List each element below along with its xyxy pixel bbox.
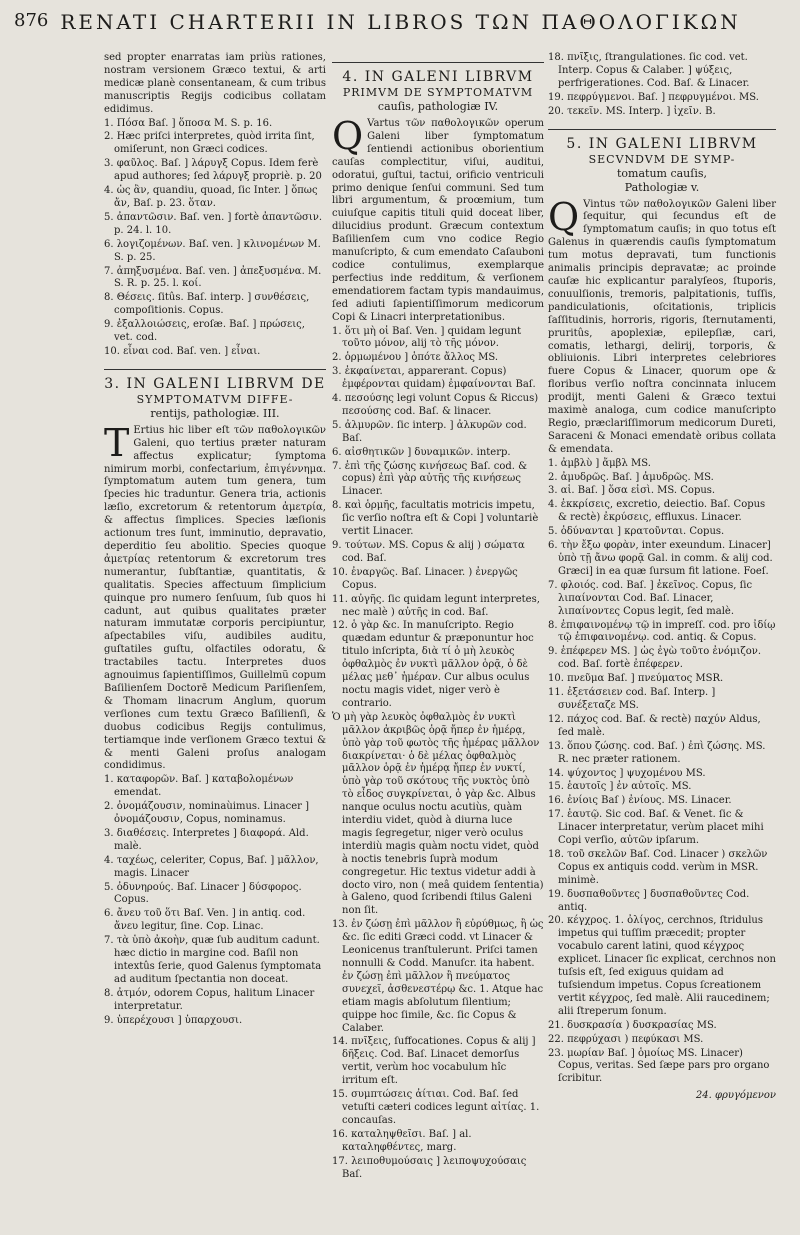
heading-line: 5. IN GALENI LIBRVM [566,135,758,152]
note-item: 17. ἑαυτῷ. Sic cod. Baſ. & Venet. ſic & Linacer interpretatur, verùm placet mihi Copi verſio, αὐτῶν ipſarum. [548,809,764,847]
note-item: 4. ὡς ἂν, quandiu, quoad, ſic Inter. ] ὅπως ἄν, Baſ. p. 23. ὅταν. [104,185,318,209]
note-item: 20. τεκεῖν. MS. Interp. ] ἰχεῖν. B. [548,105,716,117]
note-item: 7. τὰ ὑπὸ ἀκοὴν, quæ ſub auditum cadunt. hæc dictio in margine cod. Baſil non intextûs ſerie, quod Galenus ſymptomata ad auditum ſpectantia non doceat. [104,935,322,985]
note-item: 9. ἐξαλλοιώσεις, eroſæ. Baſ. ] πρώσεις, vet. cod. [104,319,305,344]
note-item: 8. καὶ ὁρμῆς, facultatis motricis impetu, ſic verſio noſtra eſt & Copi ] voluntariè vertit Linacer. [332,500,539,538]
note-item: 14. πνῖξεις, ſuffocationes. Copus & alij ] δῆξεις. Cod. Baſ. Linacet demorſus vertit, verùm hoc vocabulum hîc irritum eſt. [332,1036,536,1087]
page-number: 876 [14,10,49,31]
note-item: 15. ἑαυτοῖς ] ἐν αὐτοῖς. MS. [548,781,692,793]
note-item: 19. δυσπαθοῦντες ] δυσπαθοῦντες Cod. antiq. [548,888,750,913]
drop-cap: Q [548,194,580,239]
note-item: 5. ὁδύνανται ] κρατοῦνται. Copus. [548,526,725,538]
note-item: 1. Πόσα Baſ. ] ὅποσα M. S. p. 16. [104,117,273,129]
note-item: 1. ἀμβλὺ ] ἄμβλ MS. [548,457,651,469]
note-item: 5. ἀλμυρῶν. ſic interp. ] ἀλκυρῶν cod. Baſ. [332,419,527,444]
note-item: 4. ταχέως, celeriter, Copus, Baſ. ] μᾶλλον, magis. Linacer [104,854,319,879]
section-3-text: Ertius hic liber eſt τῶν παθολογικῶν Galeni, quo tertius præter naturam affectus explicatur; ſymptoma nimirum morbi, confectarium, ἐπιγέννημα. ſymptomatum autem tum genera, tum ſpecies hic traduntur. Genera tria, actionis læſio, excretorum & retentorum ἀμετρία, & affectus ſimplices. Species læſionis actionum tres ſunt, imminutio, depravatio, deperditio ſeu abolitio. Species quoque ἀμετρίας retentorum & excretorum tres numerantur, ſubſtantiæ, quantitatis, & qualitatis. Species affectuum ſimplicium quinque pro numero ſenſuum, ſub quos hi cadunt, aut quibus qualitates præter naturam immutatæ corporis percipiuntur, aſpectabiles viſu, audibiles auditu, guſtatiles guſtu, olfactiles odoratu, & tractabiles tactu. Interpretes duos agnouimus ſapientiſſimos, Guillelmũ copum Baſilienſem Doctorē Medicum Pariſienſem, & Thomam linacrum Anglum, quorum verſiones cum textu Græco Baſilienſi, & duobus codicibus Regijs contulimus, tertiamque inde verſionem Græco textui & & menti Galeni proſus analogam condidimus. [104,424,326,772]
note-item: 13. ἐν ζώσῃ ἐπὶ μᾶλλον ἢ εὐρύθμως, ἢ ὡς &c. ſic editi Græci codd. vt Linacer & Leonicenus tranſtulerunt. Priſci tamen nonnulli & Codd. Manuſcr. ita habent. ἐν ζώσῃ ἐπὶ μᾶλλον ἢ πνεύματος συνεχεῖ, ἀσθενεστέρῳ &c. 1. Atque hac etiam magis abſolutum ſilentium; quippe hoc ſimile, &c. ſic Copus & Calaber. [332,919,544,1034]
section-divider [332,62,544,63]
note-item: 13. ὅπου ζώσης. cod. Baſ. ) ἐπὶ ζώσης. MS. R. nec præter rationem. [548,740,766,765]
note-item: 19. πεφρύγμενοι. Baſ. ] πεφρυγμένοι. MS. [548,91,759,103]
section-3-paragraph [104,420,326,773]
heading-line: SYMPTOMATVM DIFFE- [136,392,294,406]
section-4-heading [332,69,544,114]
note-item: 21. δυσκρασία ) δυσκρασίας MS. [548,1019,717,1031]
note-item: 12. πάχος cod. Baſ. & rectè) παχύν Aldus, ſed malè. [548,713,761,738]
note-item: 16. ἐνίοις Baſ ) ἐνίους. MS. Linacer. [548,795,732,807]
note-item: 9. ὑπερέχουσι ] ὑπαρχουσι. [104,1014,243,1026]
note-item: 6. λογιζομένων. Baſ. ven. ] κλινομένων M. S. p. 25. [104,238,321,263]
middle-column [332,52,544,1182]
heading-line: 3. IN GALENI LIBRVM DE [104,375,326,392]
note-item: 12. ὁ γὰρ &c. In manuſcripto. Regio quædam eduntur & præponuntur hoc titulo inſcripta, διὰ τί ὁ μὴ λευκὸς ὀφθαλμὸς ἐν νυκτὶ μᾶλλον ὁρᾷ, ὁ δὲ μέλας μεθ᾽ ἡμέραν. Cur albus oculus noctu magis videt, niger verò è contrario. [332,620,534,709]
note-item: 3. αἱ. Baſ. ] ὅσα εἰσὶ. MS. Copus. [548,485,716,497]
note-item: 18. πνῖξις, ſtrangulationes. ſic cod. vet. Interp. Copus & Calaber. ] ψύξεις, perfrigerationes. Cod. Baſ. & Linacer. [548,52,750,89]
notes-list-section5 [548,458,776,1087]
note-item: 6. τὴν ἔξω φορὰν, inter exeundum. Linacer] ὑπὸ τῇ ἄνω φορᾷ Gal. in comm. & alij cod. Græci] in ea quæ ſursum fit latione. Foeſ. [548,540,773,577]
note-item: 16. καταληψθεῖσι. Baſ. ] al. καταληφθέντες, marg. [332,1128,472,1153]
note-item: 3. ἐκφαίνεται, apparerant. Copus) ἐμφέρονται quidam) ἐμφαίνονται Baſ. [332,366,536,391]
note-item: 10. εἶναι cod. Baſ. ven. ] εἶναι. [104,345,261,357]
note-item: 3. φαῦλος. Baſ. ] λάρυγξ Copus. Idem ferè apud authores; ſed λάρυγξ propriè. p. 20 [104,158,322,183]
note-item: 5. ὀδυνηρούς. Baſ. Linacer ] δύσφορος. Copus. [104,881,302,906]
note-item: 4. ἐκκρίσεις, excretio, deiectio. Baſ. Copus & rectè) ἐκρύσεις, effluxus. Linacer. [548,499,766,524]
heading-line: cauſis, pathologiæ IV. [377,100,499,113]
note-item: 7. ἀπηξυσμένα. Baſ. ven. ] ἀπεξυσμένα. M. S. R. p. 25. l. κοί. [104,265,322,290]
note-item: 4. πεσούσης legi volunt Copus & Riccus) πεσούσης cod. Baſ. & linacer. [332,393,539,417]
section-5-heading [548,136,776,195]
note-item: 23. μωρίαν Baſ. ] ὁμοίως MS. Linacer) Copus, veritas. Sed ſæpe pars pro organo ſcribitur. [548,1047,770,1085]
note-item: 1. καταφορῶν. Baſ. ] καταβολομένων emendat. [104,774,294,799]
running-head [14,10,784,40]
heading-line: Pathologiæ v. [624,180,700,194]
note-item: 11. ἐξετάσειεν cod. Baſ. Interp. ] συνέξεταζε MS. [548,687,716,711]
notes-list-section2 [104,118,326,359]
note-item: 8. Θέσεις. ſitûs. Baſ. interp. ] συνθέσεις, compoſitionis. Copus. [104,292,310,317]
note-item: 10. ἐναργῶς. Baſ. Linacer. ) ἐνεργῶς Copus. [332,566,518,591]
section-4-text: Vartus τῶν παθολογικῶν operum Galeni liber ſymptomatum ſentiendi actionibus oborientium cauſas complectitur, viſui, auditui, odoratui, guſtui, tactui, orificio ventriculi primo denique ſenſui communi. Sed tum libri argumentum, & proœmium, tum cuiuſque capitis tituli quid doceat liber, dilucidius produnt. Græcum contextum Baſilienſem cum vno codice Regio manuſcripto, & cum emendato Caſauboni codice contulimus, exemplarque perfectius inde redditum, & verſionem emendatiorem factam typis mandauimus, ſed adiuti ſapientiſſimorum medicorum Copi & Linacri interpretationibus. [332,118,544,323]
note-item: 11. αὐγῆς. ſic quidam legunt interpretes, nec malè ) αὐτῆς in cod. Baſ. [332,593,540,618]
note-item: 22. πεφρύχασι ) πεφύκασι MS. [548,1033,704,1045]
heading-line: tomatum cauſis, [617,166,707,180]
heading-line: SECVNDVM DE SYMP- [588,152,736,166]
heading-line: rentijs, pathologiæ. III. [150,406,280,420]
note-item: 9. τούτων. MS. Copus & alij ) σώματα cod. Baſ. [332,540,525,564]
drop-cap: Q [332,114,364,158]
note-item: 14. ψύχοντος ] ψυχομένου MS. [548,767,706,779]
note-item: 1. ὅτι μὴ οἱ Baſ. Ven. ] quidam legunt τοῦτο μόνον, alij τὸ τῆς μόνον. [332,325,522,350]
right-column [548,52,776,1103]
section-divider [548,129,776,130]
section-3-heading [104,376,326,421]
section-4-paragraph [332,114,544,325]
notes-list-section4 [332,326,544,1182]
note-item: Ὁ μὴ γὰρ λευκὸς ὀφθαλμὸς ἐν νυκτὶ μᾶλλον ἀκριβῶς ὁρᾷ ἤπερ ἐν ἡμέρᾳ, ὑπὸ γὰρ τοῦ φωτὸς τῆς ἡμέρας μᾶλλον διακρίνεται· ὁ δὲ μέλας ὀφθαλμὸς μᾶλλον ὁρᾷ ἐν ἡμέρᾳ ἤπερ ἐν νυκτί, ὑπὸ γὰρ τοῦ σκότους τῆς νυκτὸς ὑπὸ τὸ εἶδος συγκρίνεται, ὁ γὰρ &c. Albus nanque oculus noctu acutiùs, quàm interdiu videt, quòd à diurna luce magis ſegregetur, niger verò oculus interdiù magis quàm noctu videt, quòd à noctis tenebris ſuprà modum congregetur. Hic textus videtur addi à docto viro, non ( meâ quidem ſententia) à Galeno, quod ſcribendi ſtilus Galeni non ſit. [332,711,544,917]
section-divider [104,369,326,370]
drop-cap: T [104,420,130,465]
catchword: 24. φρυγόμενον [695,1090,776,1102]
note-item: 18. τοῦ σκελῶν Baſ. Cod. Linacer ) σκελῶν Copus ex antiquis codd. verùm in MSR. minimè. [548,848,768,886]
note-item: 15. συμπτώσεις ἀίτιαι. Cod. Baſ. ſed vetuſti cæteri codices legunt αἰτίας. 1. concauſas. [332,1089,540,1126]
note-item: 6. ἄνευ τοῦ ὅτι Baſ. Ven. ] in antiq. cod. ἄνευ legitur, ſine. Cop. Linac. [104,908,306,933]
note-item: 6. αἰσθητικῶν ] δυναμικῶν. interp. [332,446,511,458]
left-column [104,52,326,1029]
heading-line: PRIMVM DE SYMPTOMATVM [342,86,534,99]
notes-list-section4-cont [548,52,776,119]
note-item: 8. ἐπιφαινομένῳ τῷ in impreſſ. cod. pro ἰδίῳ τῷ ἐπιφαινομένῳ. cod. antiq. & Copus. [548,619,776,644]
notes-list-section3 [104,774,326,1027]
running-title: RENATI CHARTERII IN LIBROS ΤΩΝ ΠΑΘΟΛΟΓΙΚΩΝ [60,10,741,34]
note-item: 2. ὁρμωμένου ] ὁπότε ἄλλος MS. [332,352,499,364]
note-item: 5. ἀπαντῶσιν. Baſ. ven. ] fortè ἀπαντῶσιν. p. 24. l. 10. [104,211,323,236]
note-item: 10. πνεῦμα Baſ. ] πνεύματος MSR. [548,673,724,685]
intro-paragraph: sed propter enarratas iam priùs rationes, nostram versionem Græco textui, & arti medicæ planè consentaneam, & cum tribus manuscriptis Regijs codicibus collatam edidimus. [104,52,326,115]
note-item: 20. κέγχρος. 1. ὀλίγος, cerchnos, ſtridulus impetus qui tuſſim præcedit; propter vocabulo carent latini, quod κέγχρος explicet. Linacer ſic explicat, cerchnos non tuſsis eſt, ſed exiguus quidam ad tuſsiendum impetus. Copus ſcreationem vertit κέγχρος, ſed malè. Alii raucedinem; alii ſtreperum ſonum. [548,915,776,1017]
note-item: 2. ἀμυδρῶς. Baſ. ] ἀμυδρῶς. MS. [548,471,714,483]
note-item: 3. διαθέσεις. Interpretes ] διαφορά. Ald. malè. [104,827,309,852]
note-item: 8. ἀτμόν, odorem Copus, halitum Linacer interpretatur. [104,987,315,1012]
note-item: 9. ἐπέφερεν MS. ] ὡς ἐγὼ τοῦτο ἐνόμιζον. cod. Baſ. fortè ἐπέφερεν. [548,646,762,671]
note-item: 17. λειποθυμούσαις ] λειποψυχούσαις Baſ. [332,1155,527,1180]
note-item: 2. Hæc priſci interpretes, quòd irrita ſint, omiſerunt, non Græci codices. [104,131,315,156]
note-item: 7. ἐπὶ τῆς ζώσης κινήσεως Baſ. cod. & copus) ἐπὶ γὰρ αὐτῆς τῆς κινήσεως Linacer. [332,460,528,498]
heading-line: 4. IN GALENI LIBRVM [342,69,534,85]
section-5-text: Vintus τῶν παθολογικῶν Galeni liber ſequitur, qui ſecundus eſt de ſymptomatum cauſis; in quo totus eſt Galenus in quærendis cauſis ſymptomatum tum motus depravati, tum functionis animalis principis depravatæ; ac proinde cauſæ hic explicantur paralyſeos, ſtuporis, conuulſionis, tremoris, palpitationis, tuſſis, pandiculationis, oſcitationis, triplicis ſaſſitudinis, horroris, rigoris, ſternutamenti, pruritûs, apoplexiæ, epilepſiæ, cari, comatis, lethargi, delirij, torporis, & obliuionis. Libri interpretes celebriores fuere Copus & Linacer, quorum ope & floribus verſio noſtra concinnata inlucem prodijt, menti Galeni & Græco textui maximè analoga, cum codice manuſcripto Regio, præclariſſimorum medicorum Dureti, Saraceni & Monaci emendatè oribus collata & emendata. [548,198,776,455]
note-item: 2. ὀνομάζουσιν, nominaùimus. Linacer ] ὀνομάζουσιν, Copus, nominamus. [104,801,310,826]
note-item: 7. φλοιός. cod. Baſ. ] ἐκεῖνος. Copus, ſic λιπαίνονται Cod. Baſ. Linacer, λιπαίνοντες Copus legit, ſed malè. [548,579,753,617]
section-5-paragraph [548,194,776,457]
